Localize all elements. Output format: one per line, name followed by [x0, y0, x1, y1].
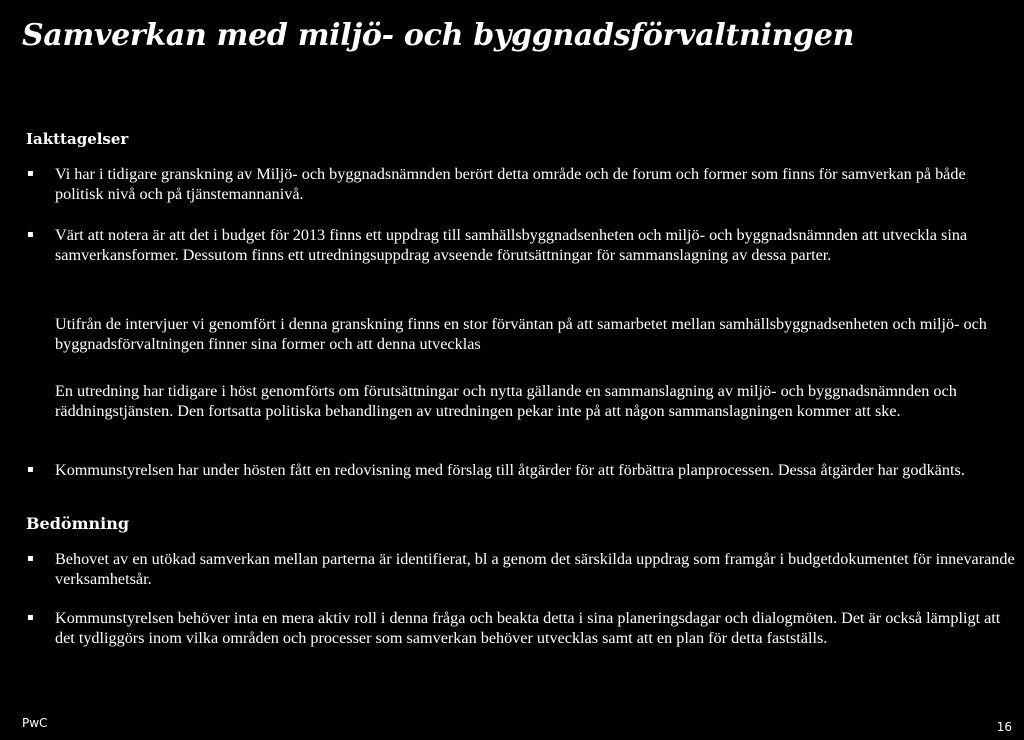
- bullet-marker: ▪: [27, 612, 34, 623]
- assessment-paragraph-2: Kommunstyrelsen behöver inta en mera aktiv roll i denna fråga och beakta detta i sina planeringsdagar och dialogmöten. Det är också lämpligt att det tydliggörs inom vilka områden och processer som samverkan behöver utvecklas samt att en plan för detta fastställs.: [55, 609, 1001, 647]
- observation-paragraph-4: En utredning har tidigare i höst genomförts om förutsättningar och nytta gällande en sammanslagning av miljö- och byggnadsnämnden och räddningstjänsten. Den fortsatta politiska behandlingen av utredningen pekar inte på att någon sammanslagningen kommer att ske.: [55, 382, 957, 420]
- footer-brand-logo: PwC: [22, 716, 48, 730]
- assessment-heading: Bedömning: [26, 514, 130, 533]
- page-number: 16: [996, 720, 1012, 734]
- page-title: Samverkan med miljö- och byggnadsförvaltningen: [22, 18, 855, 53]
- observation-paragraph-5: Kommunstyrelsen har under hösten fått en redovisning med förslag till åtgärder för att förbättra planprocessen. Dessa åtgärder har godkänts.: [55, 461, 965, 479]
- bullet-marker: ▪: [27, 553, 34, 564]
- bullet-marker: ▪: [27, 229, 34, 240]
- observation-paragraph-3: Utifrån de intervjuer vi genomfört i denna granskning finns en stor förväntan på att samarbetet mellan samhällsbyggnadsenheten och miljö- och byggnadsförvaltningen finner sina former och att denna utvecklas: [55, 315, 987, 353]
- observation-paragraph-2: Värt att notera är att det i budget för 2013 finns ett uppdrag till samhällsbyggnadsenheten och miljö- och byggnadsnämnden att utveckla sina samverkansformer. Dessutom finns ett utredningsuppdrag avseende förutsättningar för sammanslagning av dessa parter.: [55, 226, 968, 264]
- observation-paragraph-1: Vi har i tidigare granskning av Miljö- och byggnadsnämnden berört detta område och de forum och former som finns för samverkan på både politisk nivå och på tjänstemannanivå.: [55, 165, 966, 203]
- assessment-paragraph-1: Behovet av en utökad samverkan mellan parterna är identifierat, bl a genom det särskilda uppdrag som framgår i budgetdokumentet för innevarande verksamhetsår.: [55, 550, 1015, 588]
- bullet-marker: ▪: [27, 464, 34, 475]
- bullet-marker: ▪: [27, 168, 34, 179]
- observations-heading: Iakttagelser: [26, 130, 129, 148]
